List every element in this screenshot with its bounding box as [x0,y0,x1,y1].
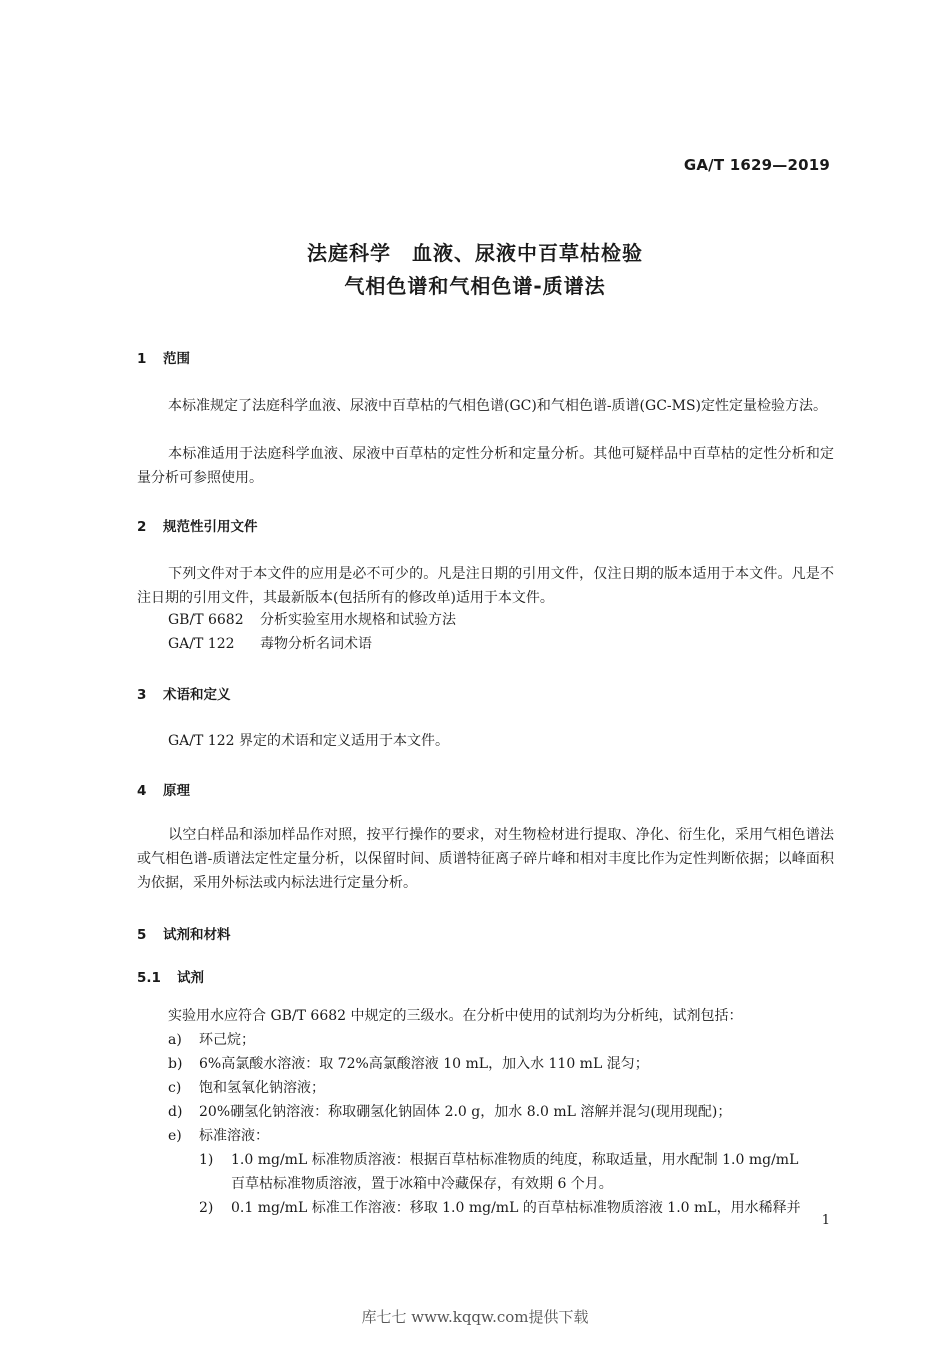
section-4-paragraph-1 [137,823,834,895]
list-item [168,1076,325,1100]
section-5-1-heading [137,966,204,986]
section-1-paragraph-2 [137,442,834,490]
section-4-heading [137,779,190,799]
list-item [168,1052,649,1076]
sub-list-item-continuation: 百草枯标准物质溶液，置于冰箱中冷藏保存，有效期 6 个月。 [231,1176,613,1192]
sub-list-text: 0.1 mg/mL 标准工作溶液：移取 1.0 mg/mL 的百草枯标准物质溶液 1.0 mL，用水稀释并 [231,1200,801,1216]
document-title-line2: 气相色谱和气相色谱-质谱法 [344,274,606,298]
section-title: 术语和定义 [163,687,231,703]
section-5-1-intro: 实验用水应符合 GB/T 6682 中规定的三级水。在分析中使用的试剂均为分析纯，试剂包括： [168,1008,743,1024]
section-number: 2 [137,519,147,535]
section-title: 范围 [163,351,190,367]
section-number: 4 [137,783,147,799]
section-title: 规范性引用文件 [163,519,258,535]
section-3-heading [137,683,231,703]
list-item [168,1100,731,1124]
section-number: 1 [137,351,147,367]
download-footer: 库七七 www.kqqw.com提供下载 [361,1308,589,1326]
list-item [168,1028,255,1052]
page-number: 1 [821,1213,830,1228]
section-number: 5 [137,927,147,943]
paragraph-text: 下列文件对于本文件的应用是必不可少的。凡是注日期的引用文件，仅注日期的版本适用于本文件。凡是不注日期的引用文件，其最新版本(包括所有的修改单)适用于本文件。 [137,566,834,606]
section-title: 试剂 [177,970,204,986]
section-1-heading [137,347,190,367]
section-3-paragraph-1 [137,729,834,753]
list-text: 饱和氢氧化钠溶液； [199,1080,325,1096]
sub-list-item [199,1148,798,1172]
paragraph-text: 本标准适用于法庭科学血液、尿液中百草枯的定性分析和定量分析。其他可疑样品中百草枯的定性分析和定量分析可参照使用。 [137,446,834,486]
list-label: c) [168,1080,182,1096]
list-text: 6%高氯酸水溶液：取 72%高氯酸溶液 10 mL，加入水 110 mL 混匀； [199,1056,649,1072]
reference-code: GB/T 6682 [168,612,244,628]
section-title: 试剂和材料 [163,927,231,943]
paragraph-text: 本标准规定了法庭科学血液、尿液中百草枯的气相色谱(GC)和气相色谱-质谱(GC-MS)定性定量检验方法。 [168,398,828,414]
section-2-paragraph-1 [137,562,834,610]
paragraph-text: GA/T 122 界定的术语和定义适用于本文件。 [168,733,449,749]
reference-title: 分析实验室用水规格和试验方法 [260,612,456,628]
list-text: 环己烷； [199,1032,255,1048]
list-label: d) [168,1104,183,1120]
sub-list-text: 1.0 mg/mL 标准物质溶液：根据百草枯标准物质的纯度，称取适量，用水配制 1.0 mg/mL [231,1152,799,1168]
reference-code: GA/T 122 [168,636,235,652]
section-number: 5.1 [137,970,161,986]
section-number: 3 [137,687,147,703]
reference-item [168,608,456,632]
standard-number: GA/T 1629—2019 [683,156,830,174]
section-title: 原理 [163,783,190,799]
list-item [168,1124,269,1148]
reference-item [168,632,372,656]
list-text: 标准溶液： [199,1128,269,1144]
section-1-paragraph-1 [137,394,834,418]
document-title-line1: 法庭科学 血液、尿液中百草枯检验 [307,241,643,265]
section-2-heading [137,515,258,535]
paragraph-text: 以空白样品和添加样品作对照，按平行操作的要求，对生物检材进行提取、净化、衍生化，采用气相色谱法或气相色谱-质谱法定性定量分析，以保留时间、质谱特征离子碎片峰和相对丰度比作为定性判断依据；以峰面积为依据，采用外标法或内标法进行定量分析。 [137,827,834,891]
list-label: e) [168,1128,182,1144]
sub-list-item [199,1196,801,1220]
reference-title: 毒物分析名词术语 [260,636,372,652]
list-text: 20%硼氢化钠溶液：称取硼氢化钠固体 2.0 g，加水 8.0 mL 溶解并混匀(现用现配)； [199,1104,732,1120]
sub-list-label: 1) [199,1152,214,1168]
list-label: a) [168,1032,182,1048]
sub-list-label: 2) [199,1200,214,1216]
section-5-heading [137,923,231,943]
list-label: b) [168,1056,183,1072]
